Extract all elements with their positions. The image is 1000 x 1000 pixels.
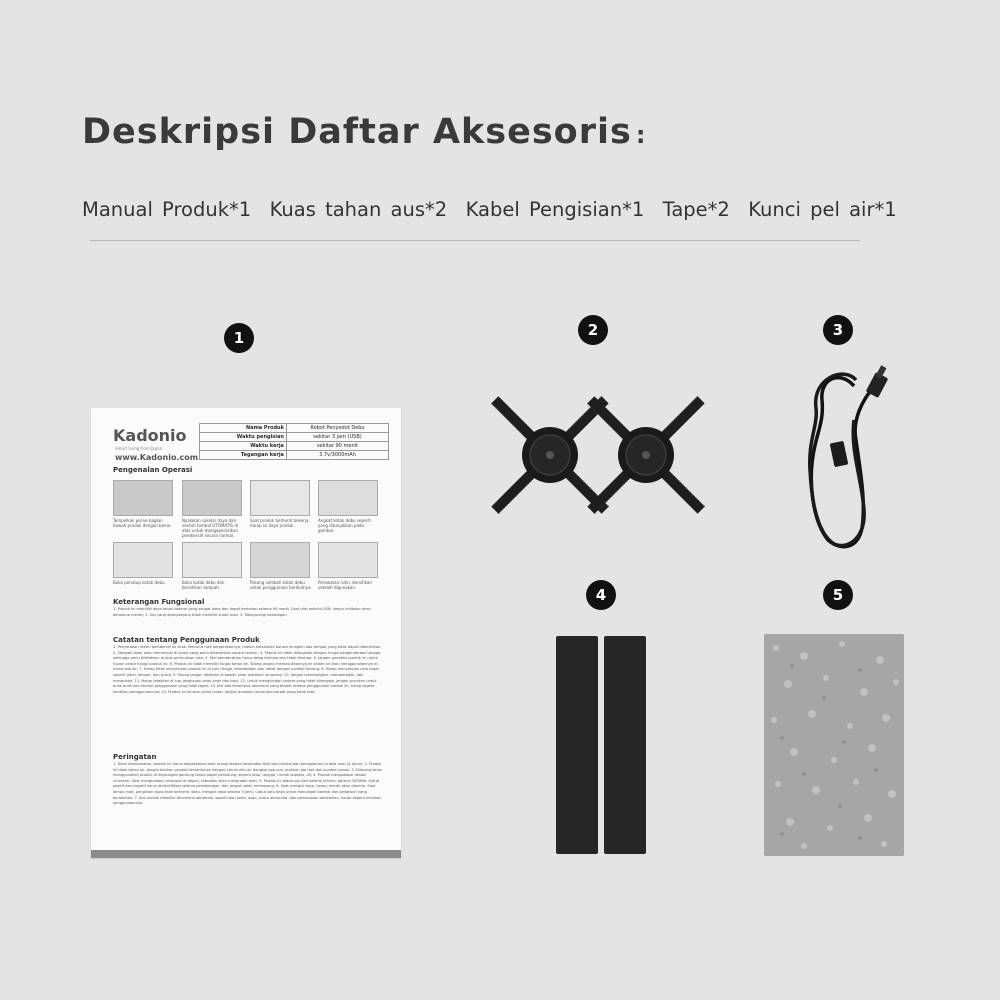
mop-pad: [764, 634, 904, 856]
spec-row: [200, 424, 389, 433]
accessory-item: Tape*2: [662, 198, 730, 221]
step-image: [113, 480, 173, 516]
brand-url: www.Kadonio.com: [115, 453, 199, 462]
step-image: [318, 542, 378, 578]
spec-label: Nama Produk: [200, 424, 287, 433]
spec-row: [200, 451, 389, 460]
step-caption: Buka kotak debu dan bersihkan sampah.: [182, 580, 225, 590]
section-heading: Peringatan: [113, 753, 157, 761]
step-image: [182, 542, 242, 578]
function-text: 1. Produk ini memiliki daya tahan baterai yang sangat lama dan dapat bertahan selama 90 menit. Saat diisi melalui USB, lampu indikator akan berwarna merah; 2. Sisi yang diperpanjang tidak memiliki sudut mati. 3. Mengurangi kebisingan: [113, 607, 371, 617]
spec-table: [199, 423, 389, 460]
section-heading: Keterangan Fungsional: [113, 598, 205, 606]
spec-value: sekitar 90 menit: [286, 442, 388, 451]
spec-label: Waktu pengisian: [200, 433, 287, 442]
spec-label: Tegangan kerja: [200, 451, 287, 460]
manual-footer-bar: [91, 850, 401, 858]
spec-label: Waktu kerja: [200, 442, 287, 451]
brand-tagline: Smart living from Japan: [115, 446, 163, 451]
marker-4: 4: [586, 580, 616, 610]
step-caption: Perawatan rutin, bersihkan setelah digunakan.: [318, 580, 372, 590]
marker-1: 1: [224, 323, 254, 353]
brand-logo: Kadonio: [113, 426, 187, 445]
step-caption: Nyalakan sakelar daya dan sentuh tombol OTOMATIS di atas untuk mengoperasikan pembersih secara normal.: [182, 518, 238, 538]
step-image: [250, 542, 310, 578]
spec-value: Robot Penyedot Debu: [286, 424, 388, 433]
marker-3: 3: [823, 315, 853, 345]
accessory-list: [82, 198, 982, 221]
section-heading: Catatan tentang Penggunaan Produk: [113, 636, 260, 644]
side-brush-icon: [470, 378, 730, 532]
mop-texture: [764, 634, 904, 856]
spec-value: sekitar 3 jam (USB): [286, 433, 388, 442]
spec-row: [200, 442, 389, 451]
step-caption: Tempelkan pel ke bagian bawah produk dengan benar.: [113, 518, 172, 528]
step-caption: Saat produk berhenti bekerja, harap isi daya produk.: [250, 518, 310, 528]
divider: [90, 240, 860, 241]
step-image: [182, 480, 242, 516]
accessory-item: Manual Produk*1: [82, 198, 252, 221]
step-image: [113, 542, 173, 578]
section-heading: Pengenalan Operasi: [113, 466, 193, 474]
warning-text: 1. Demi keselamatan, produk ini harus dioperasikan oleh orang dengan kesehatan fisik dan mental dan pengalaman di atas usia 14 tahun; 2. Produk ini tidak tahan air. Jangan biarkan produk bersentuhan dengan cairan dan air dangkal apa pun. Jauhkan dari api dan sumber panas; 3. Dilarang keras menggunakan produk di lingkungan gantung tanpa pagar pelindung, seperti atap, tangga, rumah dupleks, dll; 4. Produk mengadopsi desain universal. Saat menghadapi rintangan di depan, tabrakan akan mengubah arah; 5. Produk ini didukung oleh baterai lithium, baterai 3000Ma. Kutub positif dan negatif harus diidentifikasi selama pemasangan, dan jangan salah memasang; 6. Saat mengisi daya, lampu merah akan diminta. Saat lampu mati, pengisian daya akan berhenti (atau, mengisi daya selama 3 jam). Cabut satu daya untuk mencegah baterai dan pengisian yang berlebihan; 7. Jika produk memiliki fenomena abnormal, seperti bau aneh, asap, suara abnormal, dan pemanasan berlebihan, harap segera hentikan penggunaannya.: [113, 762, 382, 806]
tape-strip: [556, 636, 598, 854]
charging-cable-icon: [800, 360, 900, 555]
step-caption: Angkat kotak debu seperti yang ditunjukkan pada gambar.: [318, 518, 371, 533]
marker-5: 5: [823, 580, 853, 610]
step-image: [250, 480, 310, 516]
marker-2: 2: [578, 315, 608, 345]
accessory-item: Kuas tahan aus*2: [269, 198, 448, 221]
product-manual: [91, 408, 401, 858]
spec-row: [200, 433, 389, 442]
notes-text: 1. Penyerakan mesin pembersih ini acak. Menurut rute pergerakannya, mohon ketahuilah bahwa mungkin ada tempat yang tidak dapat dibersihkan. 2. Sampah kotor akan menempel di lantai yang perlu dibersihkan secara teratur; 3. Produk ini tidak dilengkapi dengan fungsi pengenderaan tangga, sehingga perlu diletakkan di atas permukaan rata; 4. Pori pembersihan harus tetap terbuka dan tidak ditutupi; 5. Jangan gunakan produk ini untuk tujuan selain fungsi produk ini; 6. Produk ini tidak memiliki fungsi tahan air. Tolong jangan memasukkannya ke dalam air atau menggunakannya di mana ada air; 7. Harap tidak menyimpan produk ini di suhu tinggi, kelembaban dan dekat dengan sumber barang; 8. Harap menyimpan cara kasar seperti jatuh, lempar, dan pukul; 9. Tolong jangan letakkan di bawah sinar matahari langsung; 10. Jangan membongkar, memperbaiki, dan mengubah; 11. Harap letakkan di luar jangkauan anak-anak dan bayi; 12. Untuk menghindari cedera yang tidak disengaja, jangan gunakan untuk anak-anak dan hindari penggunaan yang tidak tepat; 13. Jika ada fenomena abnormal yang terjadi selama penggunaan produk ini, harap segera hentikan penggunaannya; 14. Produk ini khusus untuk lantai. Jangan gunakan lantai dan karpet yang tidak rata.: [113, 645, 382, 694]
step-caption: Pasang sembali kotak debu untuk penggunaan berikutnya.: [250, 580, 312, 590]
accessory-item: Kabel Pengisian*1: [465, 198, 645, 221]
page-title: Deskripsi Daftar Aksesoris :: [82, 112, 647, 152]
step-image: [318, 480, 378, 516]
tape-strip: [604, 636, 646, 854]
step-caption: Buka penutup kotak debu.: [113, 580, 166, 585]
accessory-item: Kunci pel air*1: [748, 198, 897, 221]
spec-value: 3.7v/3000mAh: [286, 451, 388, 460]
